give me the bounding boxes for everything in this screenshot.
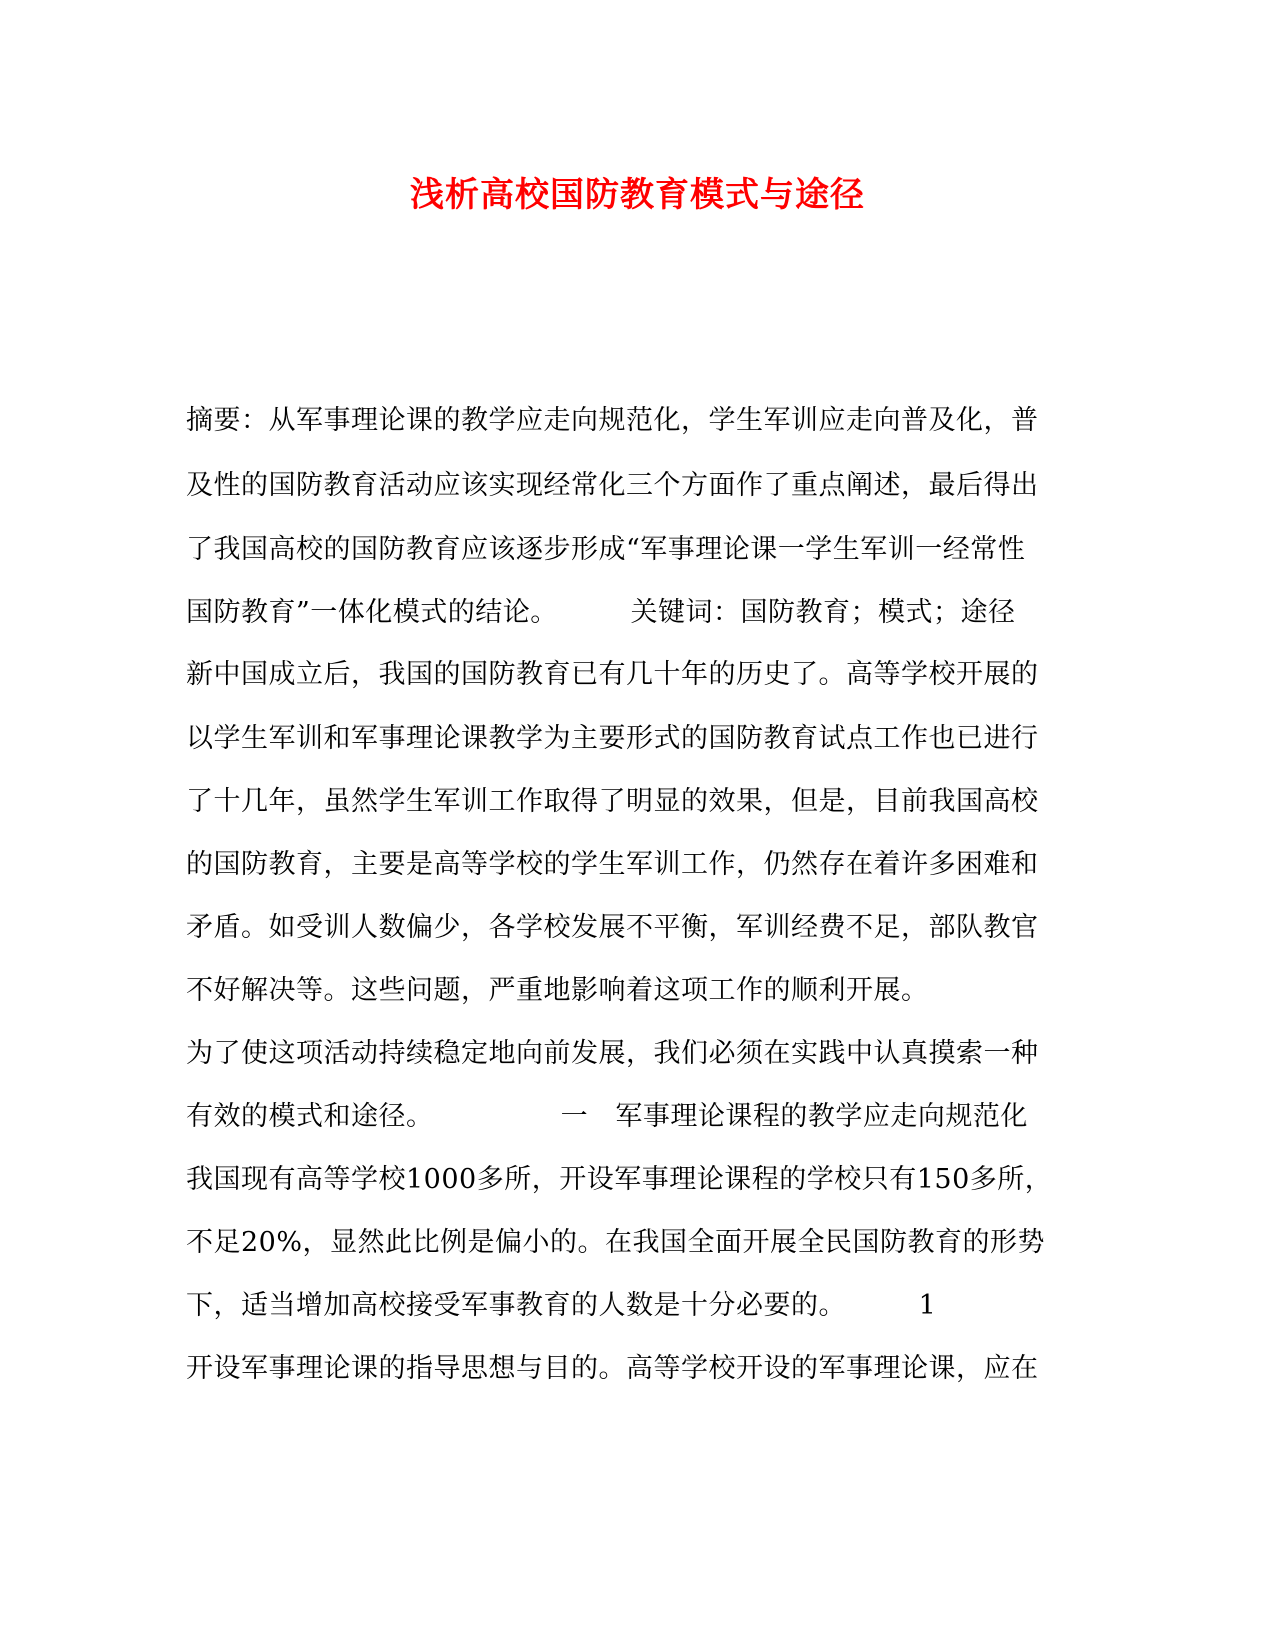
text-line-2: 及性的国防教育活动应该实现经常化三个方面作了重点阐述，最后得出 [186,470,1039,501]
text-line-13: 我国现有高等学校1000多所，开设军事理论课程的学校只有150多所， [186,1164,1053,1195]
text-line-5: 新中国成立后，我国的国防教育已有几十年的历史了。高等学校开展的 [186,659,1039,690]
document-title: 浅析高校国防教育模式与途径 [410,175,865,215]
text-line-15: 下，适当增加高校接受军事教育的人数是十分必要的。 1 [186,1290,937,1321]
text-line-12: 有效的模式和途径。 一 军事理论课程的教学应走向规范化 [186,1101,1028,1132]
text-line-10: 不好解决等。这些问题，严重地影响着这项工作的顺利开展。 [186,975,929,1006]
text-line-3: 了我国高校的国防教育应该逐步形成“军事理论课一学生军训一经常性 [186,534,1026,565]
text-line-6: 以学生军训和军事理论课教学为主要形式的国防教育试点工作也已进行 [186,723,1039,754]
text-line-16: 开设军事理论课的指导思想与目的。高等学校开设的军事理论课，应在 [186,1353,1039,1384]
text-line-9: 矛盾。如受训人数偏少，各学校发展不平衡，军训经费不足，部队教官 [186,912,1039,943]
text-line-4: 国防教育”一体化模式的结论。 关键词：国防教育；模式；途径 [186,597,1016,628]
text-line-8: 的国防教育，主要是高等学校的学生军训工作，仍然存在着许多困难和 [186,849,1039,880]
text-line-14: 不足20%，显然此比例是偏小的。在我国全面开展全民国防教育的形势 [186,1227,1046,1258]
text-line-11: 为了使这项活动持续稳定地向前发展，我们必须在实践中认真摸索一种 [186,1038,1039,1069]
text-line-7: 了十几年，虽然学生军训工作取得了明显的效果，但是，目前我国高校 [186,786,1039,817]
text-line-1: 摘要：从军事理论课的教学应走向规范化，学生军训应走向普及化，普 [186,405,1039,436]
